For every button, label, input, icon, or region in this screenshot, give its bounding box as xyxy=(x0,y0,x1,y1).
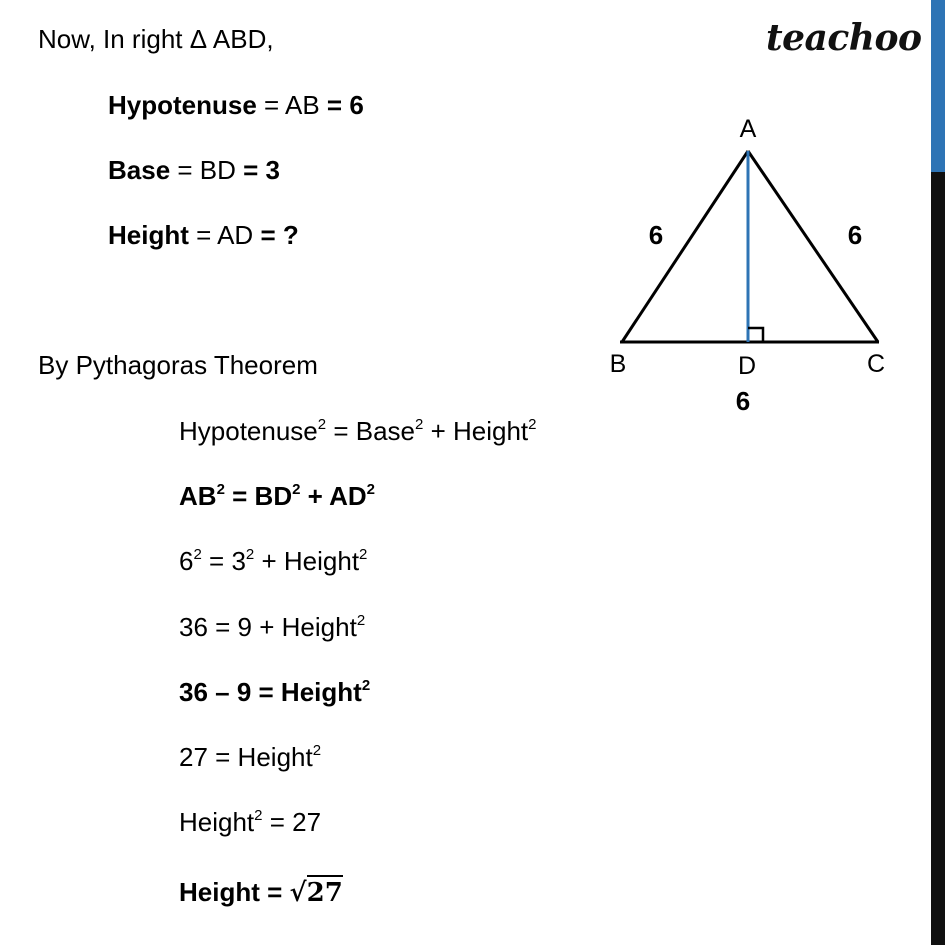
side-bc-length: 6 xyxy=(735,386,751,416)
vertex-d-label: D xyxy=(737,352,757,380)
teachoo-logo: teachoo xyxy=(766,17,922,59)
right-angle-mark xyxy=(748,328,763,342)
side-ab xyxy=(622,151,748,342)
theorem-line: By Pythagoras Theorem xyxy=(38,350,318,380)
radicand: 27 xyxy=(307,875,343,908)
vertex-c-label: C xyxy=(866,350,886,378)
step-8-result: Height = √27 xyxy=(179,877,343,908)
step-3: $6^2 = 3^2$ + Height$^2$ xyxy=(179,546,368,576)
given-base: Base = BD = 3 xyxy=(108,155,281,185)
step-1: Hypotenuse$^2$ = Base$^2$ + Height$^2$ xyxy=(179,416,537,446)
intro-line: Now, In right Δ ABD, xyxy=(38,24,274,54)
vertex-a-label: A xyxy=(739,115,757,143)
step-6: 27 = Height$^2$ xyxy=(179,742,322,772)
given-height: Height = AD = ? xyxy=(108,220,299,250)
step-5: 36 – 9 = Height$^2$ xyxy=(179,677,371,707)
side-ab-length: 6 xyxy=(648,220,664,250)
step-7: Height$^2$ = 27 xyxy=(179,807,322,837)
vertex-b-label: B xyxy=(609,350,627,378)
step-2: $AB^2 = BD^2 + AD^2$ xyxy=(179,481,375,511)
given-hypotenuse: Hypotenuse = AB = 6 xyxy=(108,90,364,120)
radical-sign: √ xyxy=(289,878,307,908)
side-ac-length: 6 xyxy=(847,220,863,250)
step-4: 36 = 9 + Height$^2$ xyxy=(179,612,366,642)
